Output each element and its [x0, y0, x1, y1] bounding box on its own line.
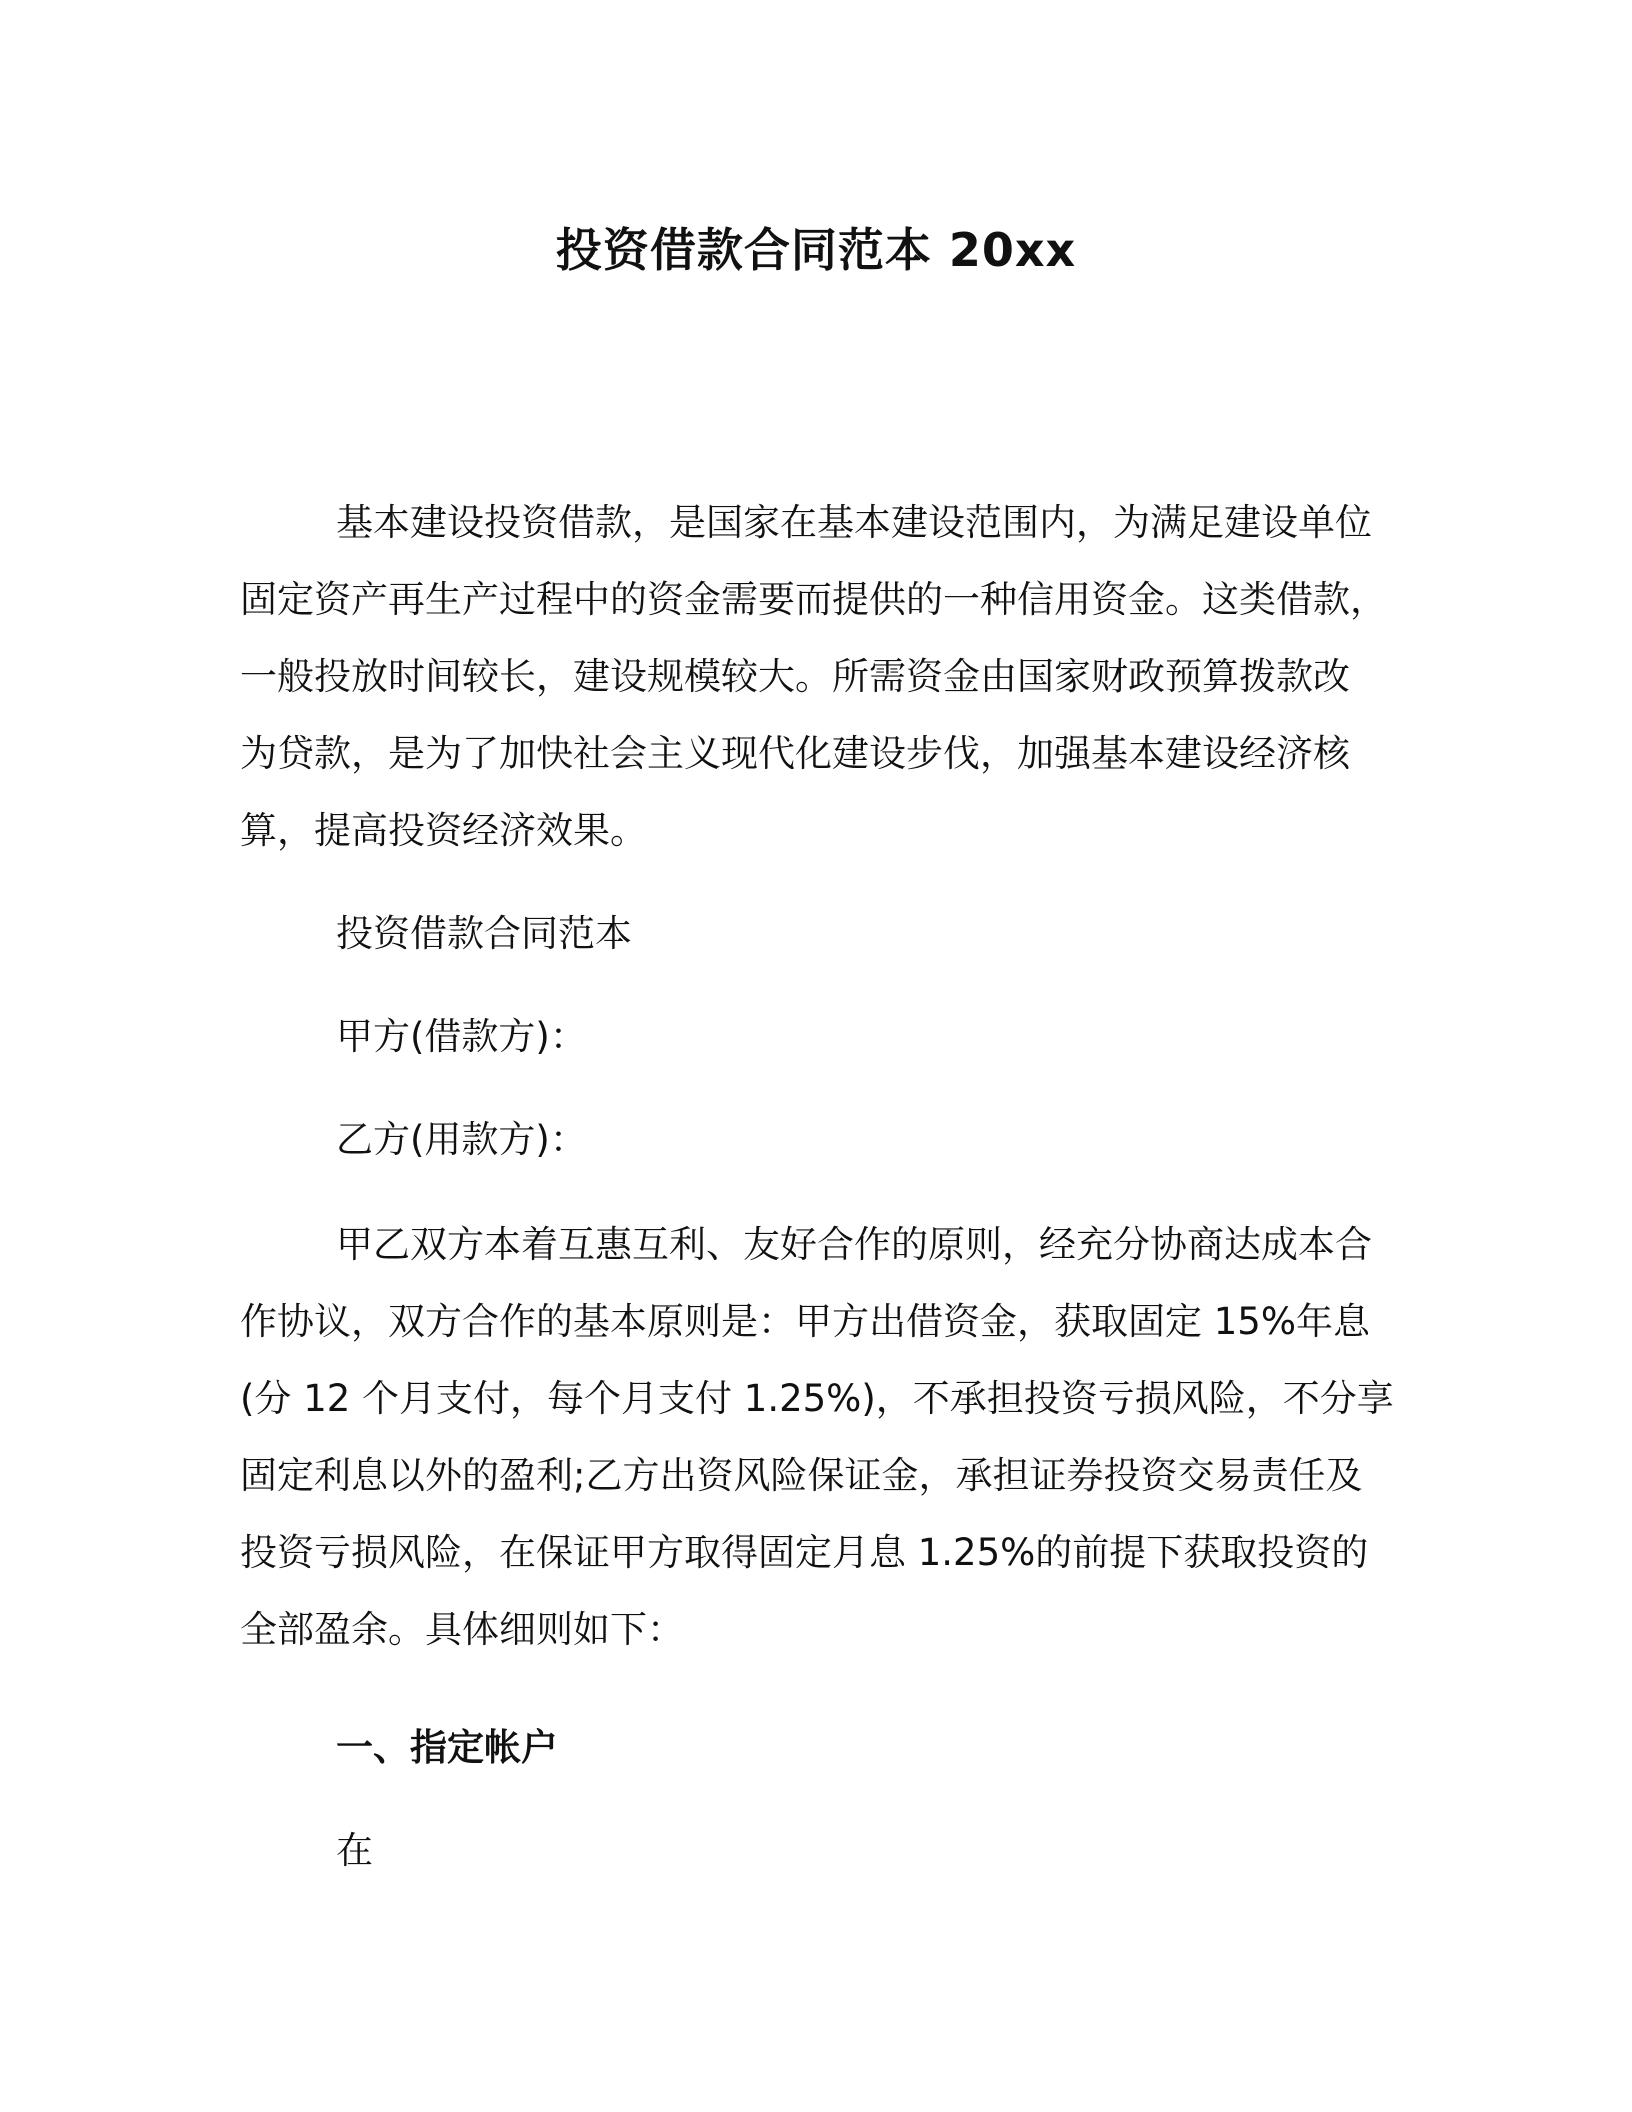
- party-a-label: 甲方(借款方)：: [336, 1015, 587, 1058]
- principle-line: 甲乙双方本着互惠互利、友好合作的原则，经充分协商达成本合: [336, 1223, 1372, 1266]
- intro-line: 固定资产再生产过程中的资金需要而提供的一种信用资金。这类借款，: [240, 578, 1387, 621]
- party-a-block: [240, 998, 1380, 1075]
- section-1-text: 在: [336, 1829, 373, 1872]
- intro-line: 基本建设投资借款，是国家在基本建设范围内，为满足建设单位: [336, 501, 1372, 544]
- section-1-heading: 一、指定帐户: [336, 1726, 558, 1769]
- party-b-block: [240, 1101, 1380, 1178]
- principle-line: 作协议，双方合作的基本原则是：甲方出借资金，获取固定 15%年息: [240, 1300, 1370, 1343]
- intro-paragraph: [240, 484, 1387, 869]
- section-1-heading-block: [240, 1709, 1380, 1786]
- intro-line: 一般投放时间较长，建设规模较大。所需资金由国家财政预算拨款改: [240, 655, 1350, 698]
- intro-line: 算，提高投资经济效果。: [240, 809, 647, 852]
- section-1-text-block: [240, 1812, 1380, 1889]
- principle-paragraph: [240, 1206, 1394, 1668]
- contract-subtitle-block: [240, 895, 1380, 972]
- principle-line: 投资亏损风险，在保证甲方取得固定月息 1.25%的前提下获取投资的: [240, 1531, 1369, 1574]
- document-title: 投资借款合同范本 20xx: [555, 223, 1077, 277]
- contract-subtitle: 投资借款合同范本: [336, 912, 632, 955]
- party-b-label: 乙方(用款方)：: [336, 1118, 587, 1161]
- principle-line: 固定利息以外的盈利;乙方出资风险保证金，承担证券投资交易责任及: [240, 1454, 1363, 1497]
- principle-line: 全部盈余。具体细则如下：: [240, 1608, 684, 1651]
- intro-line: 为贷款，是为了加快社会主义现代化建设步伐，加强基本建设经济核: [240, 732, 1350, 775]
- principle-line: (分 12 个月支付，每个月支付 1.25%)，不承担投资亏损风险，不分享: [240, 1377, 1394, 1420]
